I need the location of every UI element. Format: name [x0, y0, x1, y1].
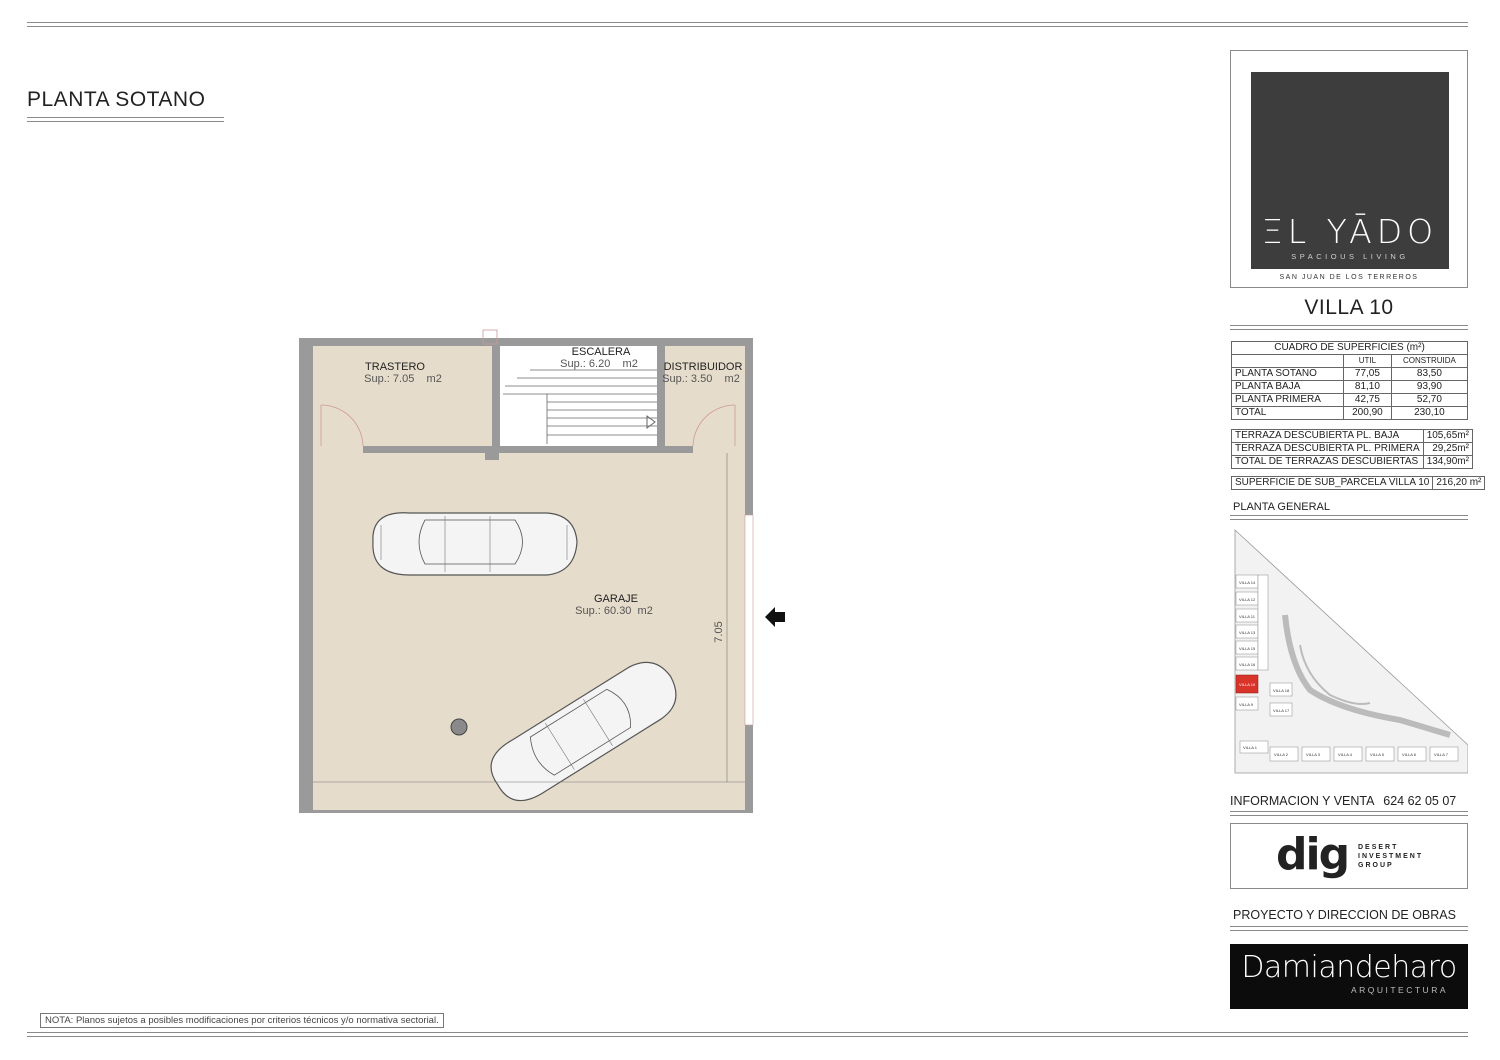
top-rule	[27, 26, 1468, 27]
row-label: TOTAL	[1232, 407, 1344, 420]
row-label: PLANTA SOTANO	[1232, 368, 1344, 381]
developer-text-line: DESERT	[1358, 844, 1399, 851]
row-construida: 83,50	[1391, 368, 1467, 381]
table-row	[1232, 394, 1468, 407]
col-util: UTIL	[1344, 355, 1392, 368]
table-row	[1232, 368, 1468, 381]
brand-location: SAN JUAN DE LOS TERREROS	[1279, 274, 1419, 281]
subparcel-table	[1231, 476, 1485, 490]
room-label-garaje: GARAJE	[593, 593, 639, 605]
architect-name: Damiandeharo	[1241, 950, 1457, 985]
title-underline	[27, 117, 224, 118]
floor-plan	[285, 320, 805, 825]
lot-label: VILLA 5	[1370, 752, 1385, 757]
row-construida: 93,90	[1391, 381, 1467, 394]
section-rule	[1230, 325, 1468, 326]
floor-drain	[451, 719, 467, 735]
room-area-trastero: Sup.: 7.05 m2	[364, 373, 442, 385]
row-construida: 230,10	[1391, 407, 1467, 420]
section-rule	[1230, 815, 1468, 816]
section-rule	[1230, 926, 1468, 927]
brand-logo	[1251, 72, 1449, 269]
title-underline	[27, 121, 224, 122]
row-construida: 52,70	[1391, 394, 1467, 407]
car-top	[373, 513, 577, 575]
architect-sub: ARQUITECTURA	[1350, 985, 1448, 995]
terrace-value: 105,65m²	[1423, 430, 1472, 443]
developer-text	[1358, 843, 1423, 870]
table-row	[1232, 456, 1473, 469]
partition-wall	[492, 346, 500, 448]
sales-phone[interactable]: 624 62 05 07	[1383, 794, 1457, 808]
sales-info	[1230, 794, 1456, 808]
terrace-label: TERRAZA DESCUBIERTA PL. BAJA	[1232, 430, 1424, 443]
terrace-value: 134,90m²	[1423, 456, 1472, 469]
developer-text-line: GROUP	[1358, 862, 1394, 869]
developer-text-line: INVESTMENT	[1358, 853, 1424, 860]
row-label: PLANTA PRIMERA	[1232, 394, 1344, 407]
sales-info-label: INFORMACION Y VENTA	[1230, 794, 1374, 808]
brand-name: ΞL YĀDO	[1261, 212, 1439, 251]
lot-label: VILLA 9	[1239, 702, 1254, 707]
row-label: PLANTA BAJA	[1232, 381, 1344, 394]
row-util: 81,10	[1344, 381, 1392, 394]
room-area-garaje: Sup.: 60.30 m2	[575, 605, 653, 617]
section-rule	[1230, 811, 1468, 812]
col-construida: CONSTRUIDA	[1391, 355, 1467, 368]
column	[485, 446, 499, 460]
lot-label: VILLA 3	[1306, 752, 1321, 757]
table-row	[1232, 477, 1485, 490]
table-row	[1232, 430, 1473, 443]
table-row	[1232, 381, 1468, 394]
surfaces-header-blank	[1232, 355, 1344, 368]
garage-door	[745, 515, 753, 725]
bottom-rule	[27, 1032, 1468, 1033]
subparcel-label: SUPERFICIE DE SUB_PARCELA VILLA 10	[1232, 477, 1433, 490]
project-label: PROYECTO Y DIRECCION DE OBRAS	[1233, 908, 1456, 922]
room-label-escalera: ESCALERA	[571, 346, 631, 358]
lot-label: VILLA 7	[1434, 752, 1449, 757]
top-rule	[27, 22, 1468, 23]
section-rule	[1230, 930, 1468, 931]
site-plan-label: PLANTA GENERAL	[1233, 501, 1330, 513]
lot-label: VILLA 6	[1402, 752, 1417, 757]
section-rule	[1230, 515, 1468, 516]
lot-label: VILLA 2	[1274, 752, 1289, 757]
lot-label: VILLA 13	[1239, 630, 1256, 635]
site-outline	[1235, 530, 1468, 773]
disclaimer-note: NOTA: Planos sujetos a posibles modificaciones por criterios técnicos y/o normativa sectorial.	[40, 1013, 444, 1028]
lot-label: VILLA 17	[1273, 708, 1290, 713]
terrace-label: TOTAL DE TERRAZAS DESCUBIERTAS	[1232, 456, 1424, 469]
brand-tagline: SPACIOUS LIVING	[1291, 252, 1409, 261]
row-util: 77,05	[1344, 368, 1392, 381]
lot-label: VILLA 18	[1273, 688, 1290, 693]
brand-logo-box	[1230, 50, 1468, 288]
architect-logo	[1230, 944, 1468, 1009]
site-plan-map	[1230, 525, 1468, 775]
lot-label: VILLA 12	[1239, 597, 1256, 602]
lot-label-highlight: VILLA 10	[1239, 682, 1256, 687]
villa-title: VILLA 10	[1304, 296, 1394, 319]
row-util: 42,75	[1344, 394, 1392, 407]
lot-label: VILLA 4	[1338, 752, 1353, 757]
lot-label: VILLA 11	[1239, 614, 1255, 619]
room-label-distribuidor: DISTRIBUIDOR	[663, 361, 743, 373]
floor-plan-drawing	[285, 320, 805, 825]
terraces-table	[1231, 429, 1473, 469]
terrace-value: 29,25m²	[1423, 443, 1472, 456]
room-area-escalera: Sup.: 6.20 m2	[560, 358, 638, 370]
lot-label: VILLA 14	[1239, 580, 1256, 585]
subparcel-value: 216,20 m²	[1433, 477, 1485, 490]
table-row	[1232, 443, 1473, 456]
page-title: PLANTA SOTANO	[27, 88, 206, 111]
bottom-rule	[27, 1036, 1468, 1037]
terrace-label: TERRAZA DESCUBIERTA PL. PRIMERA	[1232, 443, 1424, 456]
room-label-trastero: TRASTERO	[365, 361, 425, 373]
developer-mark: dig	[1276, 829, 1349, 880]
partition-wall	[363, 446, 693, 453]
table-row	[1232, 407, 1468, 420]
surfaces-table	[1231, 341, 1468, 420]
lot-label: VILLA 15	[1239, 646, 1256, 651]
dimension-label: 7.05	[713, 621, 725, 643]
lot-label: VILLA 16	[1239, 662, 1256, 667]
room-area-distribuidor: Sup.: 3.50 m2	[662, 373, 740, 385]
row-util: 200,90	[1344, 407, 1392, 420]
surfaces-title: CUADRO DE SUPERFICIES (m²)	[1232, 342, 1468, 355]
section-rule	[1230, 519, 1468, 520]
developer-logo	[1230, 823, 1468, 889]
entrance-arrow	[765, 607, 785, 627]
lot-label: VILLA 1	[1243, 745, 1258, 750]
section-rule	[1230, 329, 1468, 330]
